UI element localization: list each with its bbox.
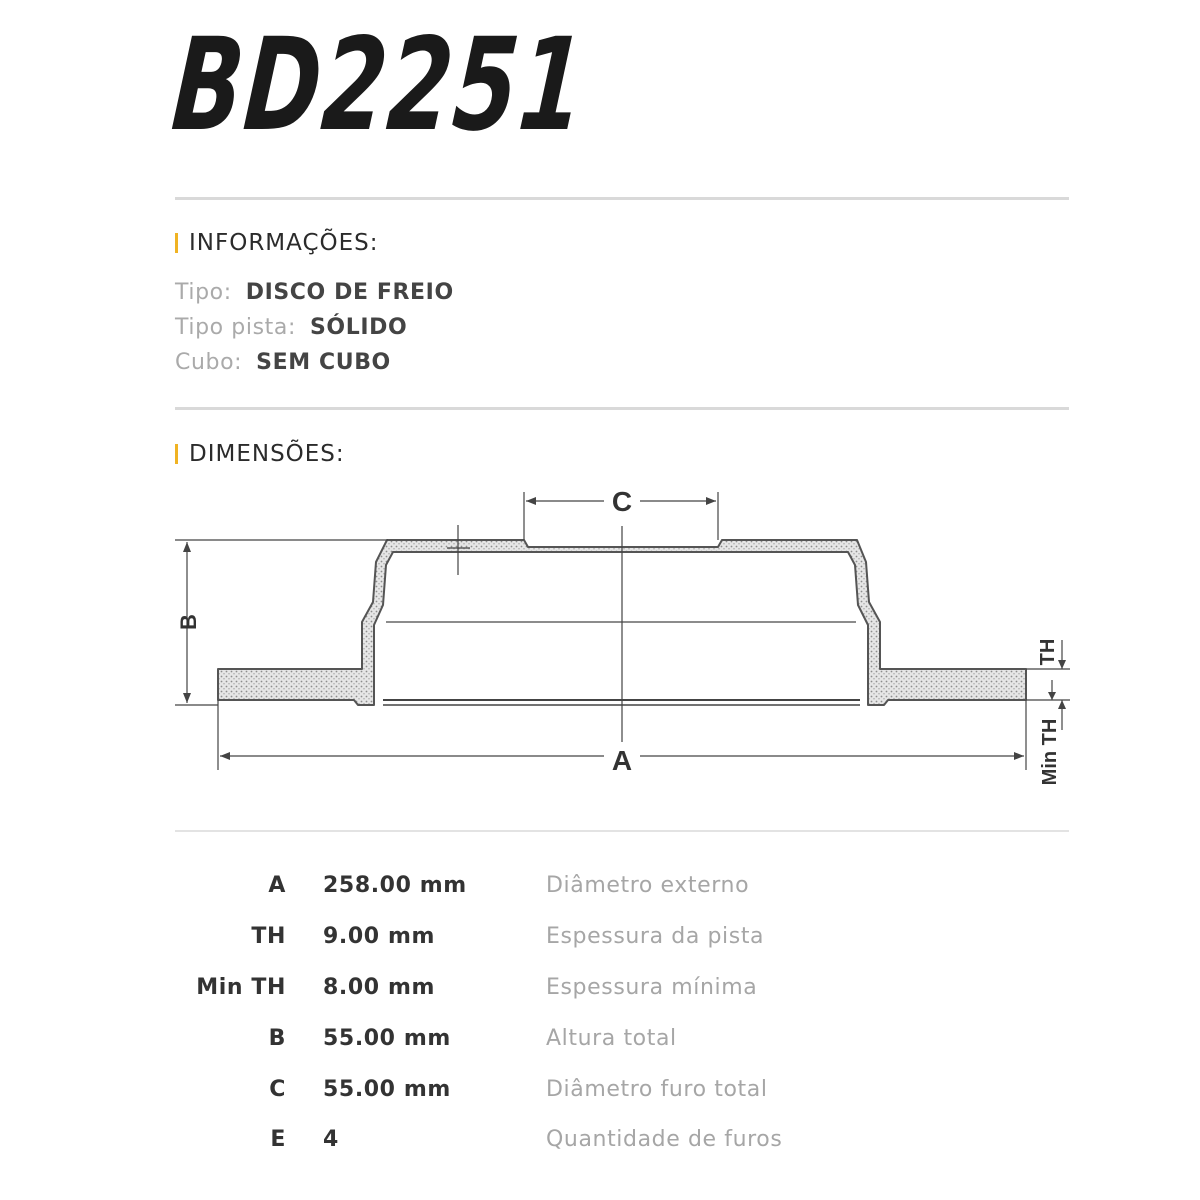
dimension-description: Altura total — [546, 1026, 677, 1051]
dimension-description: Diâmetro externo — [546, 873, 750, 898]
dimension-description: Diâmetro furo total — [546, 1077, 768, 1102]
dimension-description: Espessura da pista — [546, 924, 765, 949]
info-value: SÓLIDO — [309, 315, 408, 340]
dimensions-heading-label: DIMENSÕES: — [189, 441, 345, 467]
dimension-code: Min TH — [196, 975, 286, 1000]
dimension-row — [0, 1127, 1200, 1167]
dimension-description: Quantidade de furos — [546, 1127, 783, 1152]
dimension-code: C — [269, 1077, 286, 1102]
divider-bottom — [175, 830, 1069, 832]
dimension-row — [0, 975, 1200, 1015]
dim-label-c: C — [611, 486, 633, 517]
dimension-value: 55.00 mm — [323, 1026, 451, 1051]
info-label: Tipo pista: — [175, 315, 296, 340]
dim-label-a: A — [611, 745, 633, 776]
dimension-row — [0, 873, 1200, 913]
dimension-value: 4 — [323, 1127, 339, 1152]
dimension-code: E — [270, 1127, 286, 1152]
dimension-value: 55.00 mm — [323, 1077, 451, 1102]
dimension-code: TH — [251, 924, 286, 949]
dimension-value: 258.00 mm — [323, 873, 467, 898]
dimension-row — [0, 924, 1200, 964]
dim-label-th: TH — [1037, 638, 1059, 666]
info-label: Tipo: — [175, 280, 232, 305]
dimension-value: 9.00 mm — [323, 924, 435, 949]
dimension-row — [0, 1026, 1200, 1066]
dimension-code: A — [268, 873, 286, 898]
product-code-title: BD2251 — [167, 11, 591, 160]
info-value: SEM CUBO — [256, 350, 391, 375]
dimension-description: Espessura mínima — [546, 975, 758, 1000]
dimension-code: B — [268, 1026, 286, 1051]
info-value: DISCO DE FREIO — [245, 280, 454, 305]
dim-label-b: B — [176, 614, 201, 630]
dimension-row — [0, 1077, 1200, 1117]
dim-label-min-th: Min TH — [1039, 718, 1061, 786]
info-heading-label: INFORMAÇÕES: — [189, 230, 379, 256]
info-label: Cubo: — [175, 350, 243, 375]
dimension-value: 8.00 mm — [323, 975, 435, 1000]
